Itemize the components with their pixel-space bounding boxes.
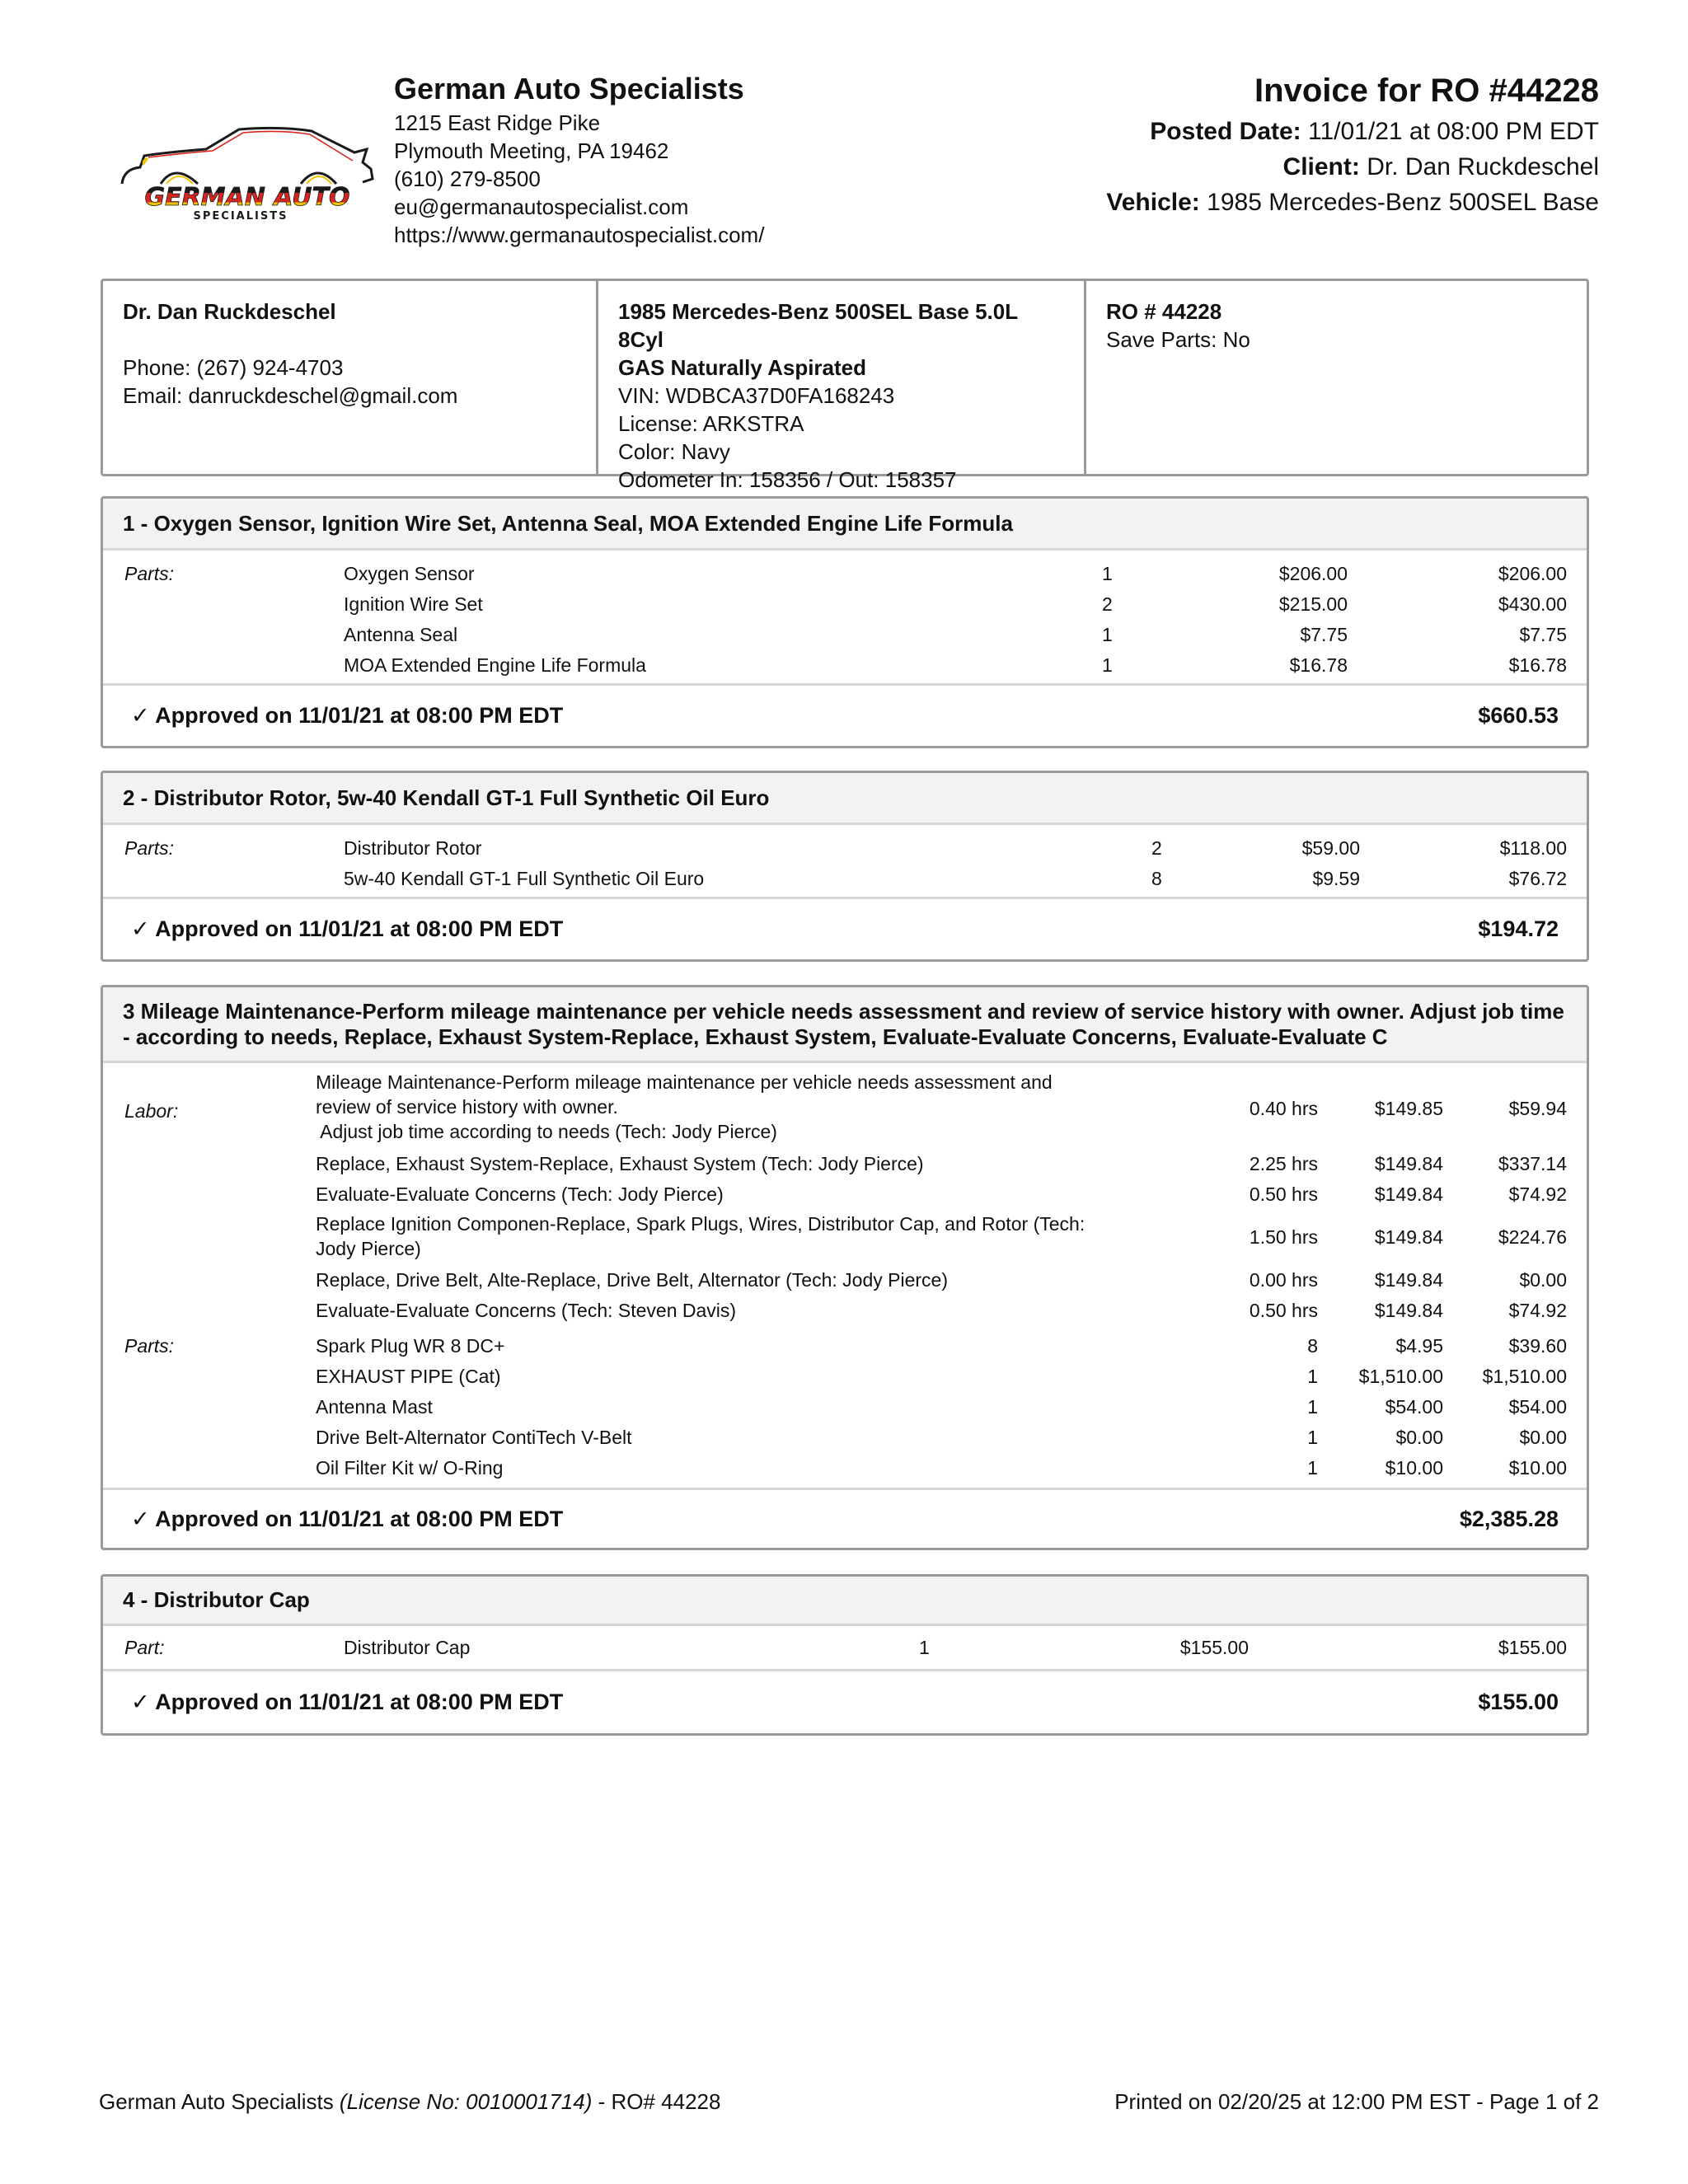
part-qty: 1 [1307, 1366, 1318, 1387]
car-silhouette-icon [115, 120, 379, 223]
part-total: $155.00 [1498, 1637, 1567, 1658]
vehicle-vin: VIN: WDBCA37D0FA168243 [618, 383, 895, 408]
svg-text:GERMAN AUTO: GERMAN AUTO [144, 183, 350, 212]
table-row [103, 650, 1587, 680]
part-name: Oil Filter Kit w/ O-Ring [316, 1457, 504, 1479]
job-1-title: 1 - Oxygen Sensor, Ignition Wire Set, Antenna Seal, MOA Extended Engine Life Formula [103, 499, 1587, 551]
part-qty: 1 [919, 1637, 930, 1658]
labor-rate: $149.84 [1374, 1226, 1443, 1248]
job-3-footer [103, 1490, 1587, 1548]
part-qty: 1 [1307, 1427, 1318, 1448]
job-3-title [103, 987, 1587, 1063]
parts-label: Parts: [124, 837, 175, 859]
vehicle-title-line1: 1985 Mercedes-Benz 500SEL Base 5.0L 8Cyl [618, 299, 1018, 352]
vehicle-label: Vehicle: [1106, 189, 1200, 216]
labor-line-6 [103, 1296, 1587, 1325]
vehicle-value: 1985 Mercedes-Benz 500SEL Base [1207, 189, 1599, 216]
part-name: Spark Plug WR 8 DC+ [316, 1335, 505, 1357]
shop-info [394, 71, 764, 249]
job-total: $194.72 [1478, 916, 1559, 941]
part-name: Antenna Mast [316, 1396, 433, 1418]
part-name: 5w-40 Kendall GT-1 Full Synthetic Oil Euro [344, 868, 705, 889]
job-4-title: 4 - Distributor Cap [103, 1577, 1587, 1626]
table-row [103, 833, 1587, 863]
invoice-title: Invoice for RO #44228 [1254, 73, 1599, 109]
labor-line-2 [103, 1149, 1587, 1179]
footer-ro: - RO# 44228 [592, 2089, 721, 2114]
job-4-parts [103, 1626, 1587, 1671]
labor-line-1 [103, 1094, 1587, 1123]
job-2-footer [103, 899, 1587, 959]
table-row [103, 1633, 1587, 1662]
labor-rate: $149.84 [1374, 1153, 1443, 1174]
part-price: $1,510.00 [1358, 1366, 1443, 1387]
table-row [103, 1422, 1587, 1452]
approval-status: ✓ Approved on 11/01/21 at 08:00 PM EDT [131, 916, 564, 941]
table-row [103, 1331, 1587, 1361]
posted-date [1106, 114, 1599, 149]
shop-name: German Auto Specialists [394, 72, 744, 105]
vehicle [1106, 185, 1599, 220]
job-2 [101, 771, 1589, 962]
table-row [103, 1453, 1587, 1483]
labor-rate: $149.84 [1374, 1300, 1443, 1321]
labor-total: $74.92 [1508, 1183, 1567, 1205]
part-qty: 1 [1102, 654, 1113, 676]
labor-line-3 [103, 1179, 1587, 1209]
part-name: Antenna Seal [344, 624, 458, 645]
part-qty: 1 [1102, 624, 1113, 645]
job-3 [101, 985, 1589, 1550]
parts-label: Parts: [124, 1335, 175, 1357]
vehicle-color: Color: Navy [618, 439, 730, 464]
job-1 [101, 496, 1589, 748]
part-total: $430.00 [1498, 593, 1567, 615]
job-3-title-line1: 3 Mileage Maintenance-Perform mileage maintenance per vehicle needs assessment and review of service history with owner. Adjust job time [123, 998, 1564, 1024]
labor-hours: 2.25 hrs [1249, 1153, 1318, 1174]
vehicle-odometer: Odometer In: 158356 / Out: 158357 [618, 467, 957, 492]
part-total: $0.00 [1519, 1427, 1567, 1448]
labor-line-4 [103, 1222, 1587, 1252]
part-name: Distributor Cap [344, 1637, 471, 1658]
part-qty: 8 [1307, 1335, 1318, 1357]
part-price: $0.00 [1395, 1427, 1443, 1448]
job-4 [101, 1574, 1589, 1736]
labor-total: $224.76 [1498, 1226, 1567, 1248]
part-price: $54.00 [1385, 1396, 1443, 1418]
labor-rate: $149.84 [1374, 1269, 1443, 1291]
approval-status: ✓ Approved on 11/01/21 at 08:00 PM EDT [131, 703, 564, 728]
part-price: $9.59 [1312, 868, 1360, 889]
customer-phone: Phone: (267) 924-4703 [123, 355, 344, 380]
labor-hours: 0.50 hrs [1249, 1183, 1318, 1205]
parts-label: Parts: [124, 563, 175, 584]
table-row [103, 589, 1587, 619]
labor-hours: 0.40 hrs [1249, 1098, 1318, 1119]
shop-email[interactable]: eu@germanautospecialist.com [394, 194, 689, 219]
labor-label: Labor: [124, 1100, 179, 1122]
job-3-lines [103, 1063, 1587, 1490]
part-name: Distributor Rotor [344, 837, 482, 859]
job-total: $155.00 [1478, 1690, 1559, 1714]
labor-desc: Evaluate-Evaluate Concerns (Tech: Steven Davis) [316, 1300, 737, 1321]
part-qty: 1 [1102, 563, 1113, 584]
labor-total: $74.92 [1508, 1300, 1567, 1321]
labor-rate: $149.84 [1374, 1183, 1443, 1205]
shop-address-line1: 1215 East Ridge Pike [394, 110, 601, 135]
part-total: $1,510.00 [1482, 1366, 1567, 1387]
labor-hours: 0.00 hrs [1249, 1269, 1318, 1291]
save-parts: Save Parts: No [1106, 327, 1250, 352]
part-name: Oxygen Sensor [344, 563, 475, 584]
labor-desc: Replace, Exhaust System-Replace, Exhaust System (Tech: Jody Pierce) [316, 1153, 924, 1174]
footer-shop-name: German Auto Specialists [99, 2089, 340, 2114]
part-total: $54.00 [1508, 1396, 1567, 1418]
customer-vehicle-info [101, 279, 1589, 492]
job-1-footer [103, 686, 1587, 746]
table-row [103, 1392, 1587, 1422]
part-price: $10.00 [1385, 1457, 1443, 1479]
shop-logo [115, 120, 379, 223]
client-value: Dr. Dan Ruckdeschel [1367, 153, 1599, 180]
part-price: $16.78 [1289, 654, 1348, 676]
job-total: $660.53 [1478, 703, 1559, 728]
part-qty: 8 [1151, 868, 1162, 889]
labor-desc: Replace, Drive Belt, Alte-Replace, Drive Belt, Alternator (Tech: Jody Pierce) [316, 1269, 948, 1291]
part-price: $7.75 [1300, 624, 1348, 645]
part-total: $16.78 [1508, 654, 1567, 676]
table-row [103, 620, 1587, 649]
page-footer-left [99, 2089, 720, 2115]
part-total: $206.00 [1498, 563, 1567, 584]
table-row [103, 559, 1587, 588]
job-3-title-line2: - according to needs, Replace, Exhaust System-Replace, Exhaust System, Evaluate-Evaluate Concerns, Evaluate-Evaluate C [123, 1024, 1388, 1049]
labor-line-5 [103, 1265, 1587, 1295]
part-price: $206.00 [1278, 563, 1348, 584]
job-2-title: 2 - Distributor Rotor, 5w-40 Kendall GT-1 Full Synthetic Oil Euro [103, 773, 1587, 825]
shop-phone: (610) 279-8500 [394, 166, 541, 191]
part-name: MOA Extended Engine Life Formula [344, 654, 646, 676]
table-row [103, 1361, 1587, 1391]
customer-email: Email: danruckdeschel@gmail.com [123, 383, 458, 408]
part-total: $118.00 [1499, 837, 1567, 859]
job-total: $2,385.28 [1459, 1506, 1559, 1531]
part-total: $7.75 [1519, 624, 1567, 645]
customer-column [103, 281, 596, 474]
part-total: $39.60 [1508, 1335, 1567, 1357]
job-4-footer [103, 1671, 1587, 1733]
client-label: Client: [1282, 153, 1360, 180]
labor-total: $59.94 [1508, 1098, 1567, 1119]
part-name: Ignition Wire Set [344, 593, 483, 615]
approval-status: ✓ Approved on 11/01/21 at 08:00 PM EDT [131, 1690, 564, 1714]
part-qty: 2 [1102, 593, 1113, 615]
labor-hours: 0.50 hrs [1249, 1300, 1318, 1321]
part-name: EXHAUST PIPE (Cat) [316, 1366, 501, 1387]
shop-address-line2: Plymouth Meeting, PA 19462 [394, 138, 669, 163]
part-price: $59.00 [1301, 837, 1360, 859]
labor-hours: 1.50 hrs [1249, 1226, 1318, 1248]
part-qty: 1 [1307, 1396, 1318, 1418]
labor-total: $337.14 [1498, 1153, 1567, 1174]
posted-date-value: 11/01/21 at 08:00 PM EDT [1308, 118, 1599, 145]
shop-website[interactable]: https://www.germanautospecialist.com/ [394, 223, 765, 247]
svg-text:SPECIALISTS: SPECIALISTS [193, 210, 288, 223]
labor-total: $0.00 [1519, 1269, 1567, 1291]
part-price: $4.95 [1395, 1335, 1443, 1357]
ro-column [1084, 281, 1587, 474]
vehicle-column [596, 281, 1084, 492]
page-footer-right: Printed on 02/20/25 at 12:00 PM EST - Page 1 of 2 [1114, 2089, 1599, 2114]
part-name: Drive Belt-Alternator ContiTech V-Belt [316, 1427, 632, 1448]
labor-line-4-desc: Replace Ignition Componen-Replace, Spark Plugs, Wires, Distributor Cap, and Rotor (Tech: Jody Pierce) [316, 1213, 1085, 1259]
labor-desc: Evaluate-Evaluate Concerns (Tech: Jody Pierce) [316, 1183, 724, 1205]
client [1106, 149, 1599, 185]
vehicle-title-line2: GAS Naturally Aspirated [618, 355, 867, 380]
customer-name: Dr. Dan Ruckdeschel [123, 299, 336, 324]
job-2-parts [103, 825, 1587, 899]
posted-date-label: Posted Date: [1150, 118, 1301, 145]
parts-label: Part: [124, 1637, 165, 1658]
part-qty: 1 [1307, 1457, 1318, 1479]
labor-rate: $149.85 [1374, 1098, 1443, 1119]
labor-line-1-desc: Mileage Maintenance-Perform mileage maintenance per vehicle needs assessment and review of service history with owner. Adjust job time according to needs (Tech: Jody Pierce) [316, 1071, 1053, 1142]
part-price: $215.00 [1278, 593, 1348, 615]
invoice-summary [1106, 71, 1599, 220]
vehicle-license: License: ARKSTRA [618, 411, 804, 436]
part-qty: 2 [1151, 837, 1162, 859]
footer-license: (License No: 0010001714) [339, 2089, 593, 2114]
part-total: $76.72 [1508, 868, 1567, 889]
ro-number: RO # 44228 [1106, 299, 1222, 324]
approval-status: ✓ Approved on 11/01/21 at 08:00 PM EDT [131, 1506, 564, 1531]
job-1-parts [103, 551, 1587, 686]
part-total: $10.00 [1508, 1457, 1567, 1479]
table-row [103, 864, 1587, 893]
part-price: $155.00 [1179, 1637, 1249, 1658]
